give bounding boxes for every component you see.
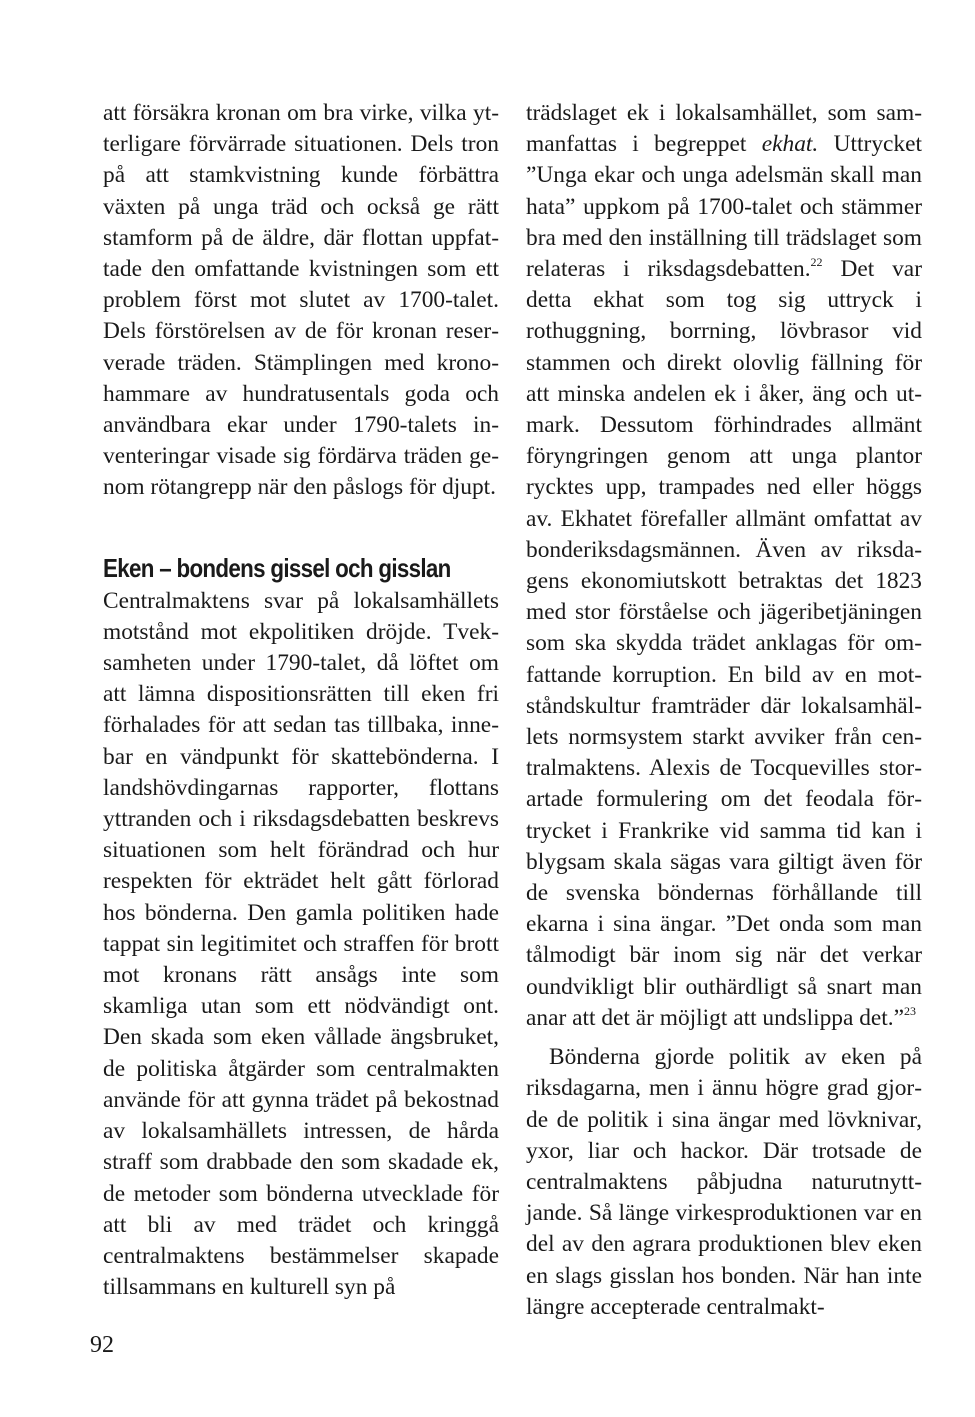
body-paragraph bbox=[526, 98, 922, 1034]
body-paragraph: att försäkra kronan om bra virke, vilka ytterligare förvärrade situationen. Dels tron på att stamkvistning kunde förbättra växten på unga träd och också ge rätt stamform på de äldre, där flottan uppfattade den omfattande kvistningen som ett problem först mot slutet av 1700-talet. Dels förstörelsen av de för kronan reserverade träden. Stämplingen med kronohammare av hundratusentals goda och användbara ekar under 1790-talets inventeringar visade sig fördärva träden genom rötangrepp när den påslogs för djupt. bbox=[103, 100, 499, 501]
text-run: Det var detta ekhat som tog sig uttryck i rothuggning, borrning, lövbrasor vid stammen och direkt olovlig fällning för att minska andelen ek i åker, äng och utmark. Dessutom förhindrades allmänt föryngringen genom att unga plantor rycktes upp, trampades ned eller höggs av. Ekhatet förefaller allmänt omfattat av bonderiksdagsmännen. Även av riksdagens ekonomiutskott betraktas det 1823 med stor förståelse och jägeribetjäningen som ska skydda trädet anklagas för omfattande korruption. En bild av en motståndskultur framträder där lokalsamhällets normsystem starkt avviker från centralmaktens. Alexis de Tocquevilles storartade formulering om det feodala förtrycket i Frankrike vid samma tid kan i blygsam skala sägas vara giltigt även för de svenska böndernas förhållande till ekarna i sina ängar. ”Det onda som man tålmodigt bär inom sig när det verkar oundvikligt blir outhärdligt så snart man anar att det är möjligt att undslippa det.” bbox=[526, 256, 922, 1031]
page-number: 92 bbox=[90, 1332, 114, 1358]
left-column bbox=[103, 98, 499, 1303]
right-column bbox=[526, 98, 922, 1323]
footnote-ref-23: 23 bbox=[904, 1003, 917, 1018]
italic-term: ekhat. bbox=[761, 131, 819, 158]
text-run: Uttrycket ”Unga ekar och unga adelsmän skall man hata” uppkom på 1700-talet och stämmer bra med den inställning till trädslaget som relateras i riksdagsdebatten. bbox=[526, 131, 922, 283]
footnote-ref-22: 22 bbox=[810, 255, 823, 270]
body-paragraph: Centralmaktens svar på lokalsamhällets motstånd mot ekpolitiken dröjde. Tveksamheten under 1790-talet, då löftet om att lämna dispositionsrätten till eken fri förhalades för att sedan tas tillbaka, innebar en vändpunkt för skattebönderna. I landshövdingarnas rapporter, flottans yttranden och i riksdagsdebatten beskrevs situationen som helt förändrad och hur respekten för ekträdet helt gått förlorad hos bönderna. Den gamla politiken hade tappat sin legitimitet och straffen för brott mot kronans rätt ansågs inte som skamliga utan som ett nödvändigt ont. Den skada som eken vållade ängsbruket, de politiska åtgärder som centralmakten använde för att gynna trädet på bekostnad av lokalsamhällets intressen, de hårda straff som drabbade den som skadade ek, de metoder som bönderna utvecklade för att bli av med trädet och kringgå centralmaktens bestämmelser skapade tillsammans en kulturell syn på bbox=[103, 587, 499, 1301]
section-heading-block bbox=[103, 552, 499, 584]
text-run: trädslaget ek i lokalsamhället, som sammanfattas i begreppet bbox=[526, 100, 922, 158]
section-heading: Eken – bondens gissel och gisslan bbox=[103, 552, 451, 583]
body-paragraph: Bönderna gjorde politik av eken på riksdagarna, men i ännu högre grad gjorde de politik i sina ängar med lövknivar, yxor, liar och hackor. Där trotsade de centralmaktens påbjudna naturutnyttjande. Så länge virkesproduktionen var en del av den agrara produktionen blev eken en slags gisslan hos bonden. När han inte längre accepterade centralmakt- bbox=[526, 1044, 922, 1320]
